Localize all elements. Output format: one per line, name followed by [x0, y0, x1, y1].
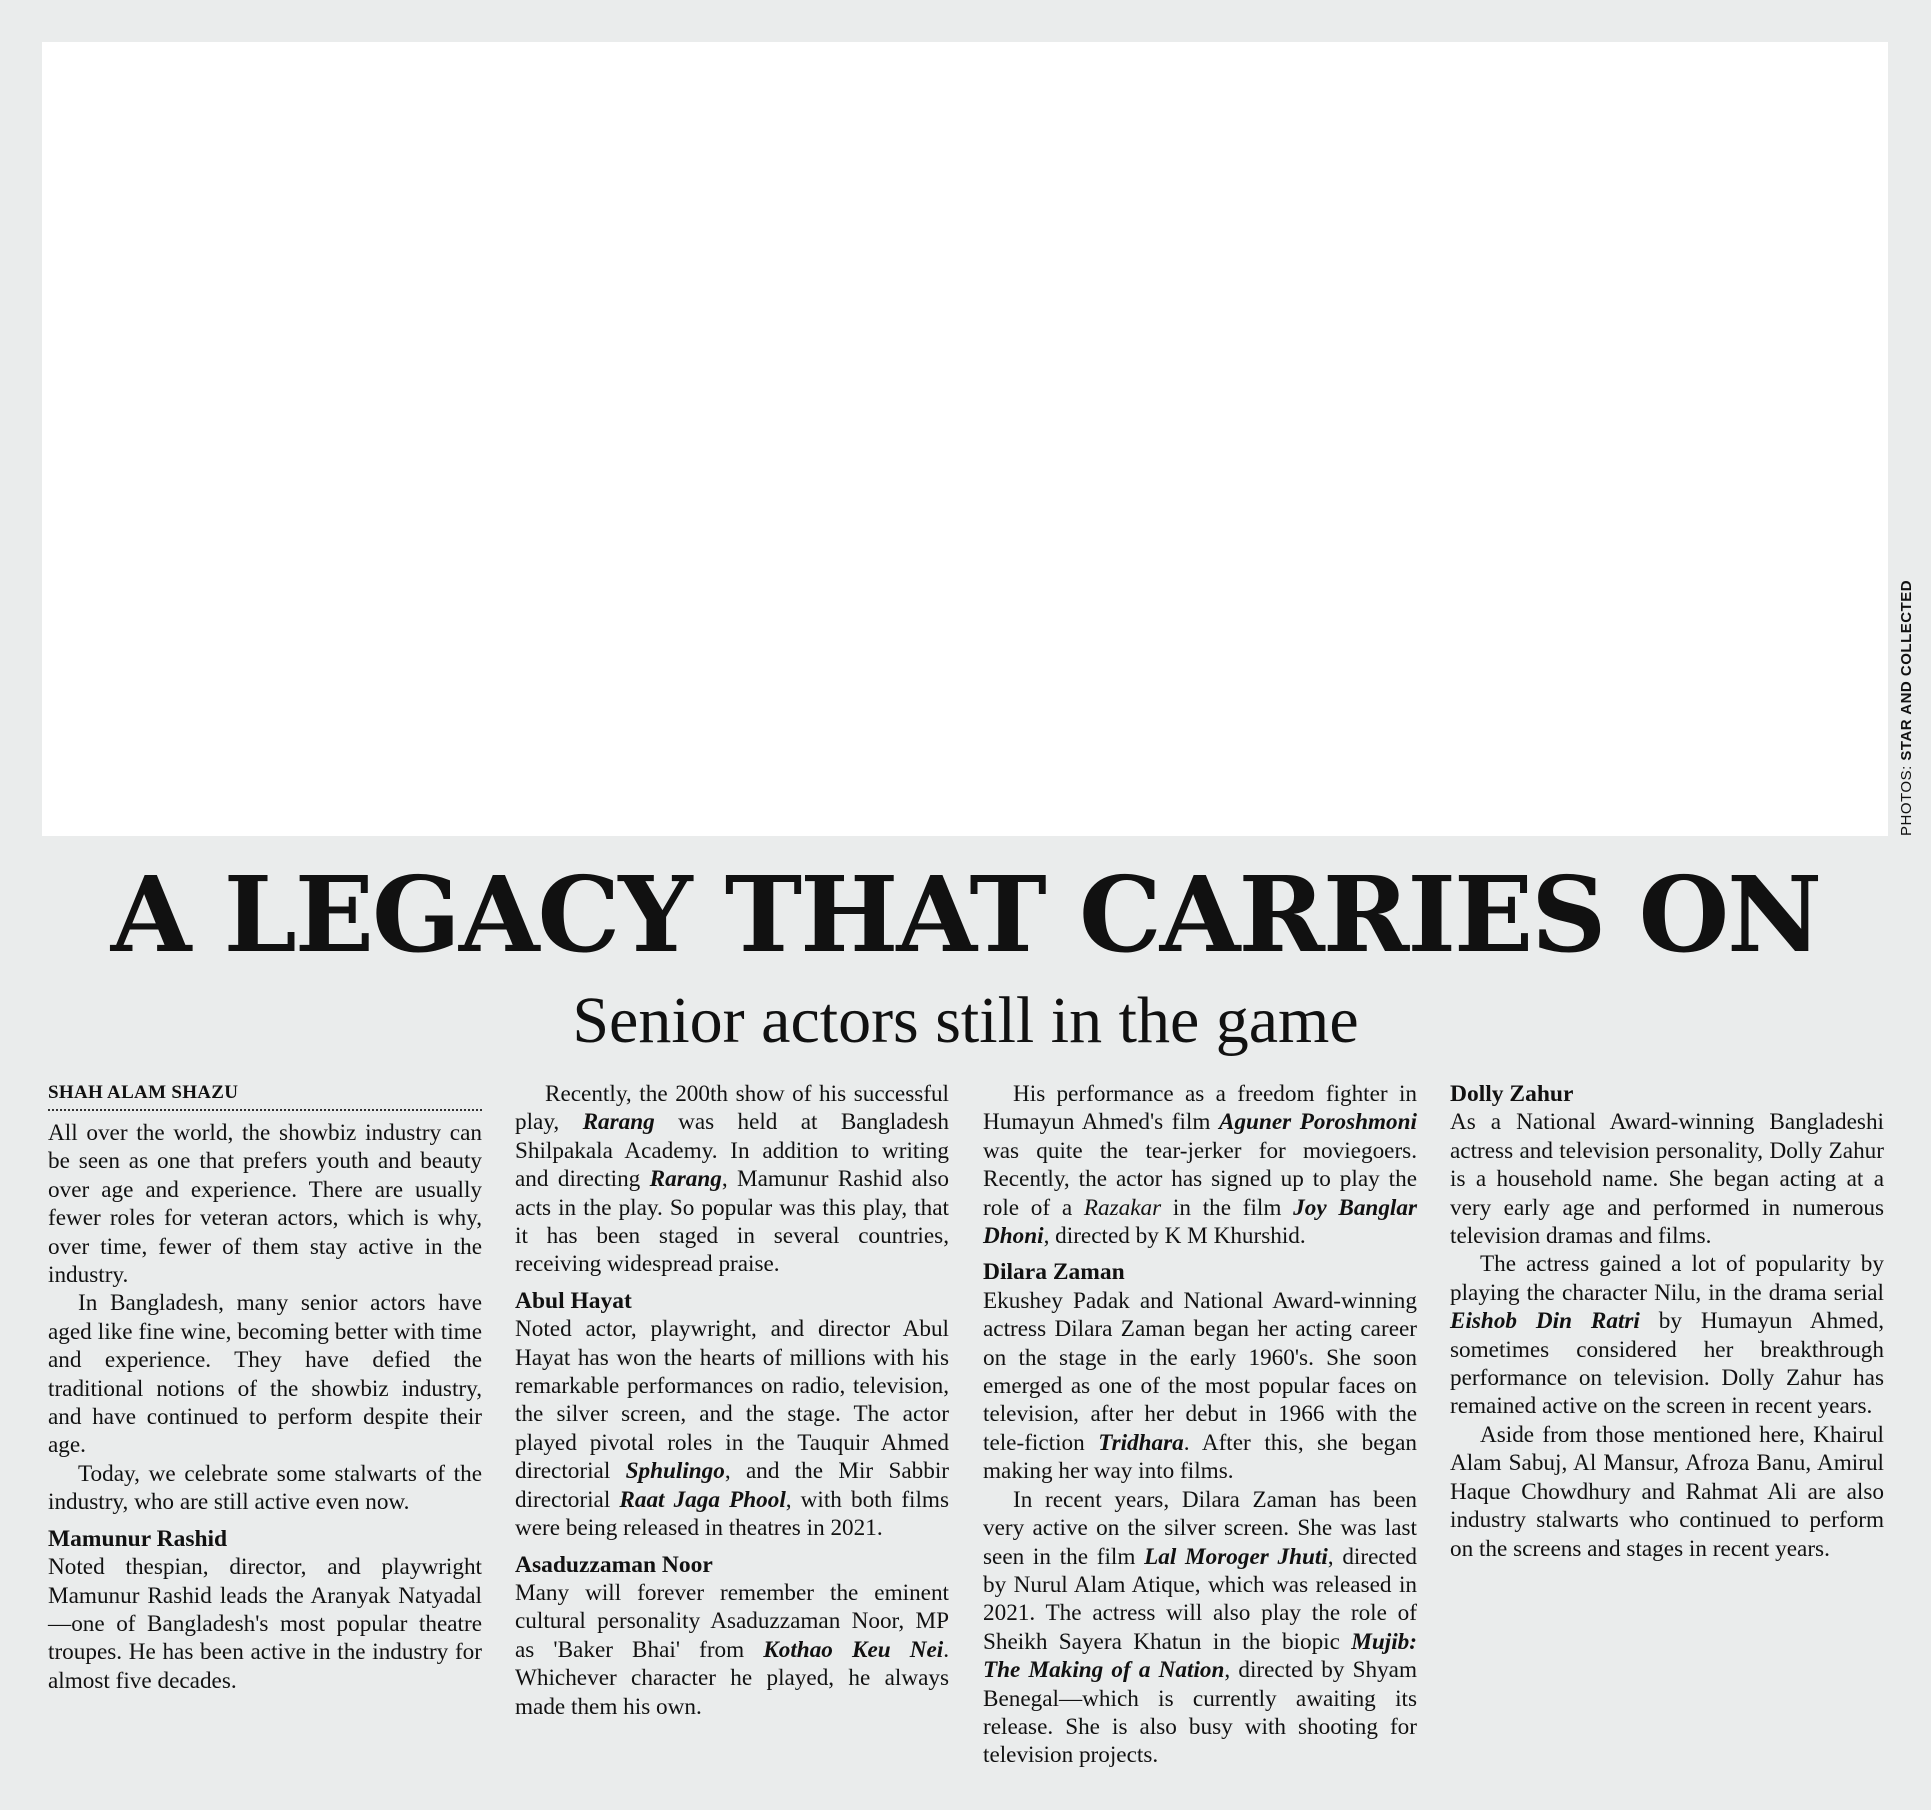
film-title: Mujib: The Making of a Nation [983, 1628, 1417, 1684]
drama-title: Eishob Din Ratri [1450, 1308, 1640, 1335]
section-heading-noor: Asaduzzaman Noor [515, 1551, 713, 1578]
byline: SHAH ALAM SHAZU [48, 1082, 239, 1103]
subheadline: Senior actors still in the game [572, 984, 1359, 1057]
intro-paragraph-1: All over the world, the showbiz industry can be seen as one that prefers youth and beauty over age and experience. There are usually fewer roles for veteran actors, which is why, over time, fewer of them stay active in the industry. [48, 1120, 482, 1289]
film-title: Lal Moroger Jhuti [1144, 1543, 1328, 1570]
column-2 [515, 1080, 949, 1721]
dolly-paragraph-2: The actress gained a lot of popularity by playing the character Nilu, in the drama serial Eishob Din Ratri by Humayun Ahmed, sometimes considered her breakthrough performance on television. Dolly Zahur has remained active on the screen in recent years. [1450, 1251, 1884, 1420]
dilara-paragraph-2: In recent years, Dilara Zaman has been very active on the silver screen. She was last seen in the film Lal Moroger Jhuti, directed by Nurul Alam Atique, which was released in 2021. The actress will also play the role of Sheikh Sayera Khatun in the biopic Mujib: The Making of a Nation, directed by Shyam Benegal—which is currently awaiting its release. She is also busy with shooting for television projects. [983, 1486, 1417, 1769]
photo-area [42, 42, 1888, 836]
column-1 [48, 1080, 482, 1695]
intro-paragraph-2: In Bangladesh, many senior actors have aged like fine wine, becoming better with time and experience. They have defied the traditional notions of the showbiz industry, and have continued to perform despite their age. [48, 1290, 482, 1459]
mamunur-paragraph-2: Recently, the 200th show of his successful play, Rarang was held at Bangladesh Shilpakala Academy. In addition to writing and directing Rarang, Mamunur Rashid also acts in the play. So popular was this play, that it has been staged in several countries, receiving widespread praise. [515, 1081, 949, 1278]
play-title: Rarang [582, 1109, 655, 1136]
section-heading-abul: Abul Hayat [515, 1287, 632, 1314]
play-title: Rarang [649, 1166, 722, 1193]
byline-divider [48, 1109, 482, 1111]
film-title: Raat Jaga Phool [619, 1486, 786, 1513]
credit-prefix: PHOTOS: [1898, 765, 1915, 836]
section-heading-mamunur: Mamunur Rashid [48, 1525, 228, 1552]
film-title: Joy Banglar Dhoni [983, 1194, 1417, 1250]
intro-paragraph-3: Today, we celebrate some stalwarts of the industry, who are still active even now. [48, 1460, 482, 1516]
credit-source: STAR AND COLLECTED [1898, 579, 1915, 761]
drama-title: Kothao Keu Nei [763, 1636, 944, 1663]
abul-paragraph-1: Noted actor, playwright, and director Abul Hayat has won the hearts of millions with his remarkable performances on radio, television, the silver screen, and the stage. The actor played pivotal roles in the Tauquir Ahmed directorial Sphulingo, and the Mir Sabbir directorial Raat Jaga Phool, with both films were being released in theatres in 2021. [515, 1316, 949, 1542]
dilara-paragraph-1: Ekushey Padak and National Award-winning actress Dilara Zaman began her acting career on the stage in the early 1960's. She soon emerged as one of the most popular faces on television, after her debut in 1966 with the tele-fiction Tridhara. After this, she began making her way into films. [983, 1287, 1418, 1485]
role-name: Razakar [1083, 1194, 1162, 1221]
noor-paragraph-1: Many will forever remember the eminent cultural personality Asaduzzaman Noor, MP as 'Baker Bhai' from Kothao Keu Nei. Whichever character he played, he always made them his own. [515, 1579, 950, 1720]
telefilm-title: Tridhara [1098, 1429, 1184, 1456]
film-title: Sphulingo [625, 1458, 725, 1485]
photo-credit [1898, 580, 1915, 836]
section-heading-dilara: Dilara Zaman [983, 1259, 1125, 1286]
headline: A LEGACY THAT CARRIES ON [110, 853, 1821, 976]
column-4 [1450, 1080, 1884, 1563]
dolly-paragraph-1: As a National Award-winning Bangladeshi actress and television personality, Dolly Zahur is a household name. She began acting at a very early age and performed in numerous television dramas and films. [1450, 1109, 1884, 1250]
noor-paragraph-2: His performance as a freedom fighter in Humayun Ahmed's film Aguner Poroshmoni was quite the tear-jerker for moviegoers. Recently, the actor has signed up to play the role of a Razakar in the film Joy Banglar Dhoni, directed by K M Khurshid. [983, 1081, 1417, 1250]
mamunur-paragraph-1: Noted thespian, director, and playwright Mamunur Rashid leads the Aranyak Natyadal—one of Bangladesh's most popular theatre troupes. He has been active in the industry for almost five decades. [48, 1554, 482, 1694]
film-title: Aguner Poroshmoni [1218, 1109, 1417, 1136]
closing-paragraph: Aside from those mentioned here, Khairul Alam Sabuj, Al Mansur, Afroza Banu, Amirul Haque Chowdhury and Rahmat Ali are also industry stalwarts who continued to perform on the screens and stages in recent years. [1450, 1421, 1884, 1562]
section-heading-dolly: Dolly Zahur [1450, 1081, 1574, 1107]
column-3 [983, 1080, 1417, 1770]
